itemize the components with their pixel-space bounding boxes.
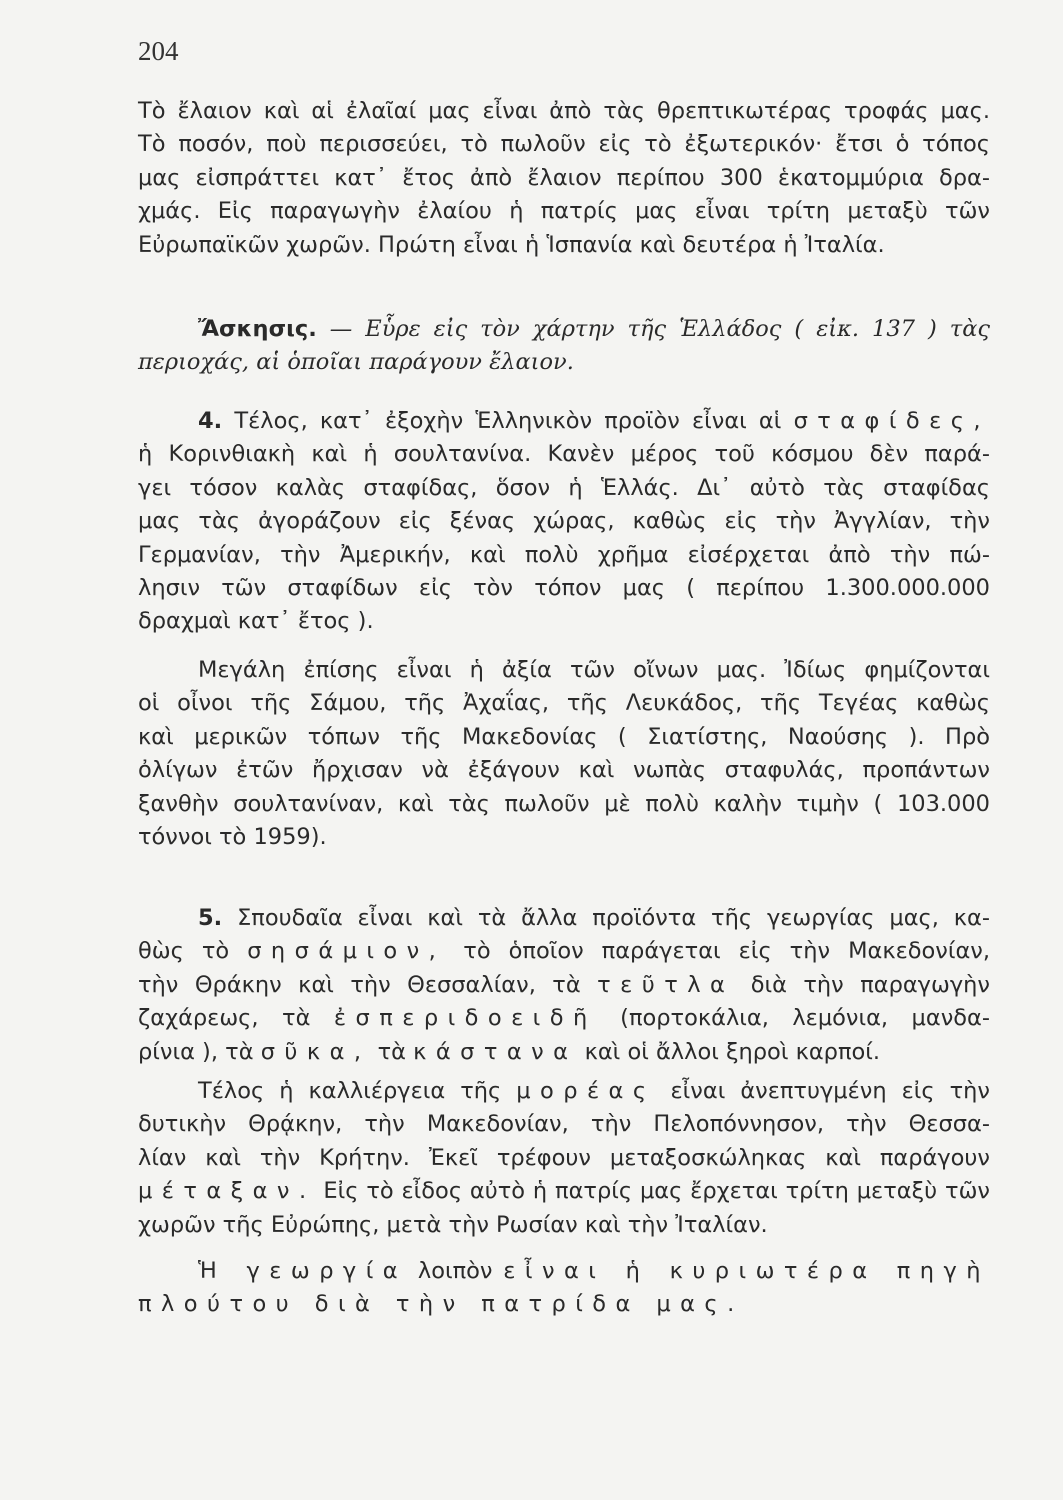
text-span: (πορτοκάλια, λεμόνια, μανδα- <box>596 1005 990 1032</box>
text-line: λίαν καὶ τὴν Κρήτην. Ἐκεῖ τρέφουν μεταξοσκώληκας καὶ παράγουν <box>138 1144 990 1171</box>
section-number: 5. <box>198 905 223 931</box>
text-line: χμάς. Εἰς παραγωγὴν ἐλαίου ἡ πατρίς μας εἶναι τρίτη μεταξὺ τῶν <box>138 198 990 225</box>
section-5-other-products <box>138 902 990 1069</box>
paragraph-wine <box>138 654 990 854</box>
text-line <box>138 1075 990 1108</box>
paragraph-silk <box>138 1075 990 1242</box>
text-span: εἶναι ἀνεπτυγμένη εἰς τὴν <box>655 1078 990 1104</box>
section-5-line-1 <box>138 902 990 935</box>
text-line <box>138 935 990 968</box>
spaced-term: σῦκα, <box>260 1038 371 1065</box>
spaced-term: τεῦτλα <box>597 971 735 998</box>
text-line <box>138 1175 990 1208</box>
text-line <box>138 969 990 1002</box>
text-span: τὴν Θράκην καὶ τὴν Θεσσαλίαν, τὰ <box>138 971 598 998</box>
text-line: οἱ οἶνοι τῆς Σάμου, τῆς Ἀχαΐας, τῆς Λευκάδος, τῆς Τεγέας καθὼς <box>138 690 990 717</box>
exercise-line-1 <box>138 313 990 346</box>
text-line: πλούτου διὰ τὴν πατρίδα μας. <box>138 1291 744 1318</box>
text-line: δυτικὴν Θρᾴκην, τὴν Μακεδονίαν, τὴν Πελοπόννησον, τὴν Θεσσα- <box>138 1111 990 1138</box>
text-line <box>138 1255 990 1288</box>
text-line: τόννοι τὸ 1959). <box>138 823 327 850</box>
text-span: ζαχάρεως, τὰ <box>138 1005 334 1032</box>
text-line: Τὸ ποσόν, ποὺ περισσεύει, τὸ πωλοῦν εἰς τὸ ἐξωτερικόν· ἔτσι ὁ τόπος <box>138 131 990 158</box>
text-line <box>138 1002 990 1035</box>
text-span: τὸ ὁποῖον παράγεται εἰς τὴν Μακεδονίαν, <box>445 938 991 965</box>
paragraph-conclusion <box>138 1255 990 1322</box>
text-line: μας τὰς ἀγοράζουν εἰς ξένας χώρας, καθὼς εἰς τὴν Ἀγγλίαν, τὴν <box>138 508 990 535</box>
text-line: γει τόσον καλὰς σταφίδας, ὅσον ἡ Ἑλλάς. Δι᾽ αὐτὸ τὰς σταφίδας <box>138 474 990 501</box>
section-number: 4. <box>198 408 223 434</box>
text-span: Τέλος ἡ καλλιέργεια τῆς <box>198 1078 517 1104</box>
text-line <box>138 1036 990 1069</box>
text-span: διὰ τὴν παραγωγὴν <box>734 971 990 998</box>
spaced-term: μέταξαν. <box>138 1178 316 1205</box>
text-line: μας εἰσπράττει κατ᾽ ἔτος ἀπὸ ἔλαιον περίπου 300 ἑκατομμύρια δρα- <box>138 164 990 191</box>
exercise-line-2: περιοχάς, αἱ ὁποῖαι παράγουν ἔλαιον. <box>138 349 574 376</box>
section-4-line-1 <box>138 405 990 438</box>
spaced-term: εἶναι ἡ κυριωτέρα πηγὴ <box>503 1258 990 1284</box>
text-line: χωρῶν τῆς Εὐρώπης, μετὰ τὴν Ρωσίαν καὶ τὴν Ἰταλίαν. <box>138 1211 768 1238</box>
text-span: Εἰς τὸ εἶδος αὐτὸ ἡ πατρίς μας ἔρχεται τρίτη μεταξὺ τῶν <box>315 1178 990 1205</box>
text-span: θὼς τὸ <box>138 938 248 965</box>
spaced-term: μορέας <box>516 1078 656 1104</box>
paragraph-olive-oil <box>138 95 990 262</box>
text-line: καὶ μερικῶν τόπων τῆς Μακεδονίας ( Σιατίστης, Ναούσης ). Πρὸ <box>138 723 990 750</box>
spaced-term: κάστανα <box>413 1038 578 1065</box>
text-line: δραχμαὶ κατ᾽ ἔτος ). <box>138 608 374 635</box>
text-span: ρίνια ), τὰ <box>138 1038 261 1065</box>
exercise-text: — Εὗρε εἰς τὸν χάρτην τῆς Ἑλλάδος ( εἰκ. 137 ) τὰς <box>316 316 990 342</box>
section-4-raisins <box>138 405 990 639</box>
text-line: Μεγάλη ἐπίσης εἶναι ἡ ἀξία τῶν οἴνων μας. Ἰδίως φημίζονται <box>198 657 990 683</box>
text-line: Εὐρωπαϊκῶν χωρῶν. Πρώτη εἶναι ἡ Ἱσπανία καὶ δευτέρα ἡ Ἰταλία. <box>138 231 885 258</box>
spaced-term: ἐσπεριδοειδῆ <box>333 1005 597 1032</box>
text-line: ξανθὴν σουλτανίναν, καὶ τὰς πωλοῦν μὲ πολὺ καλὴν τιμὴν ( 103.000 <box>138 790 990 817</box>
text-span: Σπουδαῖα εἶναι καὶ τὰ ἄλλα προϊόντα τῆς γεωργίας μας, κα- <box>222 905 990 931</box>
spaced-term: σησάμιον, <box>247 938 446 965</box>
text-line: Γερμανίαν, τὴν Ἀμερικήν, καὶ πολὺ χρῆμα εἰσέρχεται ἀπὸ τὴν πώ- <box>138 541 990 568</box>
exercise <box>138 313 990 380</box>
text-line: λησιν τῶν σταφίδων εἰς τὸν τόπον μας ( περίπου 1.300.000.000 <box>138 574 990 601</box>
text-line: Τὸ ἔλαιον καὶ αἱ ἐλαῖαί μας εἶναι ἀπὸ τὰς θρεπτικωτέρας τροφάς μας. <box>138 98 990 124</box>
text-line: ὀλίγων ἐτῶν ἤρχισαν νὰ ἐξάγουν καὶ νωπὰς σταφυλάς, προπάντων <box>138 757 990 784</box>
text-span: Τέλος, κατ᾽ ἐξοχὴν Ἑλληνικὸν προϊὸν εἶναι αἱ <box>222 408 794 434</box>
text-span: καὶ οἱ ἄλλοι ξηροὶ καρποί. <box>577 1038 881 1065</box>
page-number: 204 <box>138 36 179 66</box>
text-span: τὰ <box>370 1038 414 1065</box>
text-span: λοιπὸν <box>407 1258 504 1284</box>
exercise-label: Ἄσκησις. <box>198 316 317 342</box>
text-line: ἡ Κορινθιακὴ καὶ ἡ σουλτανίνα. Κανὲν μέρος τοῦ κόσμου δὲν παρά- <box>138 441 990 468</box>
spaced-term: σταφίδες, <box>793 408 990 434</box>
spaced-term: Ἡ γεωργία <box>198 1258 408 1284</box>
